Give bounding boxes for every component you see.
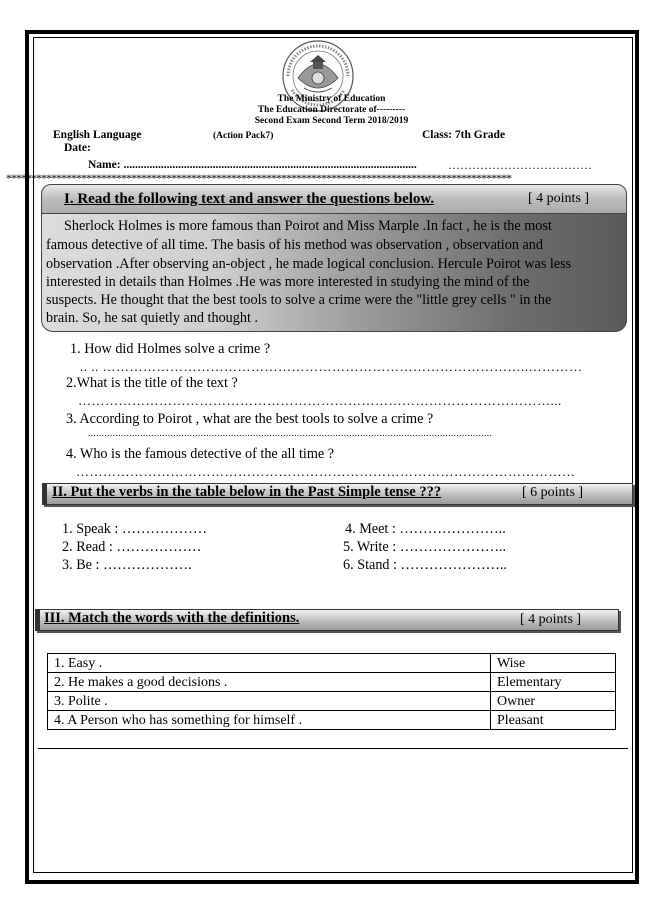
word-cell: Owner xyxy=(491,692,616,711)
subject-label: English Language xyxy=(53,129,142,141)
table-row xyxy=(48,654,616,673)
directorate-line: The Education Directorate of--------- xyxy=(257,105,406,115)
table-row xyxy=(48,673,616,692)
passage-line: interested in details than Holmes .He was more interested in studying the mind of the xyxy=(46,274,530,290)
answer-line-2[interactable]: ……………………………………………………………………………………………... xyxy=(78,393,562,408)
section-1-points: [ 4 points ] xyxy=(528,191,590,206)
verb-item-read[interactable]: 2. Read : ……………… xyxy=(62,539,202,555)
date-label: Date: xyxy=(64,142,91,154)
passage-line: Sherlock Holmes is more famous than Poirot and Miss Marple .In fact , he is the most xyxy=(64,218,552,234)
section-1-title: I. Read the following text and answer the questions below. xyxy=(64,191,435,207)
definition-cell: 1. Easy . xyxy=(48,654,491,673)
bottom-divider xyxy=(38,748,628,749)
table-row xyxy=(48,711,616,730)
verb-item-be[interactable]: 3. Be : ………………. xyxy=(62,557,192,573)
word-cell: Elementary xyxy=(491,673,616,692)
definition-cell: 2. He makes a good decisions . xyxy=(48,673,491,692)
question-3: 3. According to Poirot , what are the best tools to solve a crime ? xyxy=(66,411,434,427)
definition-cell: 4. A Person who has something for himself . xyxy=(48,711,491,730)
section-2-points: [ 6 points ] xyxy=(522,485,584,500)
class-label: Class: 7th Grade xyxy=(422,129,506,141)
verb-item-write[interactable]: 5. Write : ………………….. xyxy=(343,539,507,555)
matching-table xyxy=(47,653,616,730)
exam-line: Second Exam Second Term 2018/2019 xyxy=(254,116,409,126)
table-row xyxy=(48,692,616,711)
answer-line-1[interactable]: .. .. …………………………………………………………………………………..………… xyxy=(80,359,583,374)
book-label: (Action Pack7) xyxy=(213,131,274,141)
section-3-points: [ 4 points ] xyxy=(520,612,582,627)
ministry-title: The Ministry of Education xyxy=(277,94,386,104)
name-field[interactable]: Name: ...................................................................................................... xyxy=(88,159,417,171)
verb-item-stand[interactable]: 6. Stand : ………………….. xyxy=(343,557,507,573)
passage-line: suspects. He thought that the best tools to solve a crime were the "little grey cells " in the xyxy=(46,292,552,308)
star-divider: ***************************************************************************************************** xyxy=(6,172,511,184)
word-cell: Wise xyxy=(491,654,616,673)
answer-line-4[interactable]: ………………………………………………………………………………………………… xyxy=(76,464,576,479)
question-4: 4. Who is the famous detective of the all time ? xyxy=(66,446,335,462)
verb-item-speak[interactable]: 1. Speak : ……………… xyxy=(62,521,208,537)
question-1: 1. How did Holmes solve a crime ? xyxy=(70,341,271,357)
verb-item-meet[interactable]: 4. Meet : ………………….. xyxy=(345,521,506,537)
name-field-dots: ……………………………… xyxy=(448,158,592,172)
answer-line-3[interactable]: ................................................................................................................................................... xyxy=(88,428,493,438)
question-2: 2.What is the title of the text ? xyxy=(66,375,238,391)
section-3-title: III. Match the words with the definitions. xyxy=(44,610,300,626)
passage-line: famous detective of all time. The basis of his method was observation , observation and xyxy=(46,237,543,253)
definition-cell: 3. Polite . xyxy=(48,692,491,711)
passage-line: observation .After observing an-object , he made logical conclusion. Hercule Poirot was less xyxy=(46,256,572,272)
word-cell: Pleasant xyxy=(491,711,616,730)
passage-line: brain. So, he sat quietly and thought . xyxy=(46,310,258,326)
section-2-title: II. Put the verbs in the table below in the Past Simple tense ??? xyxy=(52,484,442,500)
